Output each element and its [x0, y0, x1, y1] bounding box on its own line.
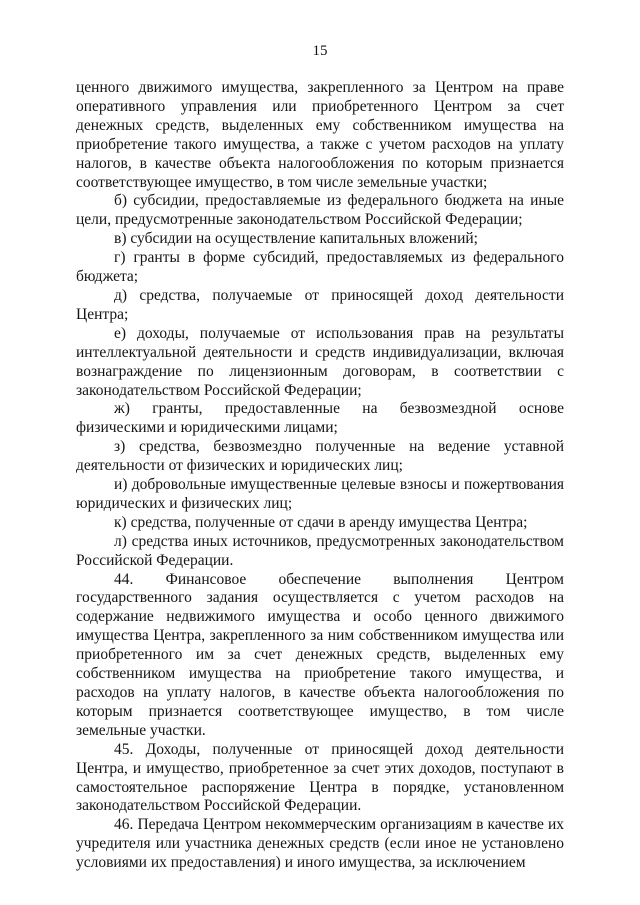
list-item-b: б) субсидии, предоставляемые из федерального бюджета на иные цели, предусмотренные законодательством Российской Федерации; — [76, 192, 564, 229]
clause-44: 44. Финансовое обеспечение выполнения Центром государственного задания осуществляется с учетом расходов на содержание недвижимого имущества и особо ценного движимого имущества Центра, закрепленного за ним собственником имущества или приобретенного им за счет денежных средств, выделенных ему собственником имущества на приобретение такого имущества, и расходов на уплату налогов, в качестве объекта налогообложения по которым признается соответствующее имущество, в том числе земельные участки. — [76, 570, 564, 739]
list-item-k: к) средства, полученные от сдачи в аренду имущества Центра; — [114, 513, 528, 531]
list-item-i: и) добровольные имущественные целевые взносы и пожертвования юридических и физических лиц; — [76, 476, 564, 512]
paragraph-continuation: ценного движимого имущества, закрепленного за Центром на праве оперативного управления или приобретенного Центром за счет денежных средств, выделенных ему собственником имущества на приобретение такого имущества, а также с учетом расходов на уплату налогов, в качестве объекта налогообложения по которым признается соответствующее имущество, в том числе земельные участки; — [76, 79, 564, 191]
list-item-e: е) доходы, получаемые от использования прав на результаты интеллектуальной деятельности и средств индивидуализации, включая вознаграждение по лицензионным договорам, в соответствии с законодательством Российской Федерации; — [76, 324, 564, 399]
page-number: 15 — [312, 43, 328, 59]
clause-45: 45. Доходы, полученные от приносящей доход деятельности Центра, и имущество, приобретенное за счет этих доходов, поступают в самостоятельное распоряжение Центра в порядке, установленном законодательством Российской Федерации. — [76, 740, 564, 815]
list-item-z: з) средства, безвозмездно полученные на ведение уставной деятельности от физических и юридических лиц; — [76, 438, 564, 475]
list-item-g: г) гранты в форме субсидий, предоставляемых из федерального бюджета; — [76, 249, 564, 286]
list-item-d: д) средства, получаемые от приносящей доход деятельности Центра; — [76, 286, 564, 323]
clause-46: 46. Передача Центром некоммерческим организациям в качестве их учредителя или участника денежных средств (если иное не установлено условиями их предоставления) и иного имущества, за исключением — [76, 816, 564, 872]
list-item-zh: ж) гранты, предоставленные на безвозмездной основе физическими и юридическими лицами; — [76, 400, 564, 437]
document-body — [76, 79, 564, 873]
list-item-v: в) субсидии на осуществление капитальных вложений; — [114, 230, 478, 248]
list-item-l: л) средства иных источников, предусмотренных законодательством Российской Федерации. — [76, 532, 564, 569]
